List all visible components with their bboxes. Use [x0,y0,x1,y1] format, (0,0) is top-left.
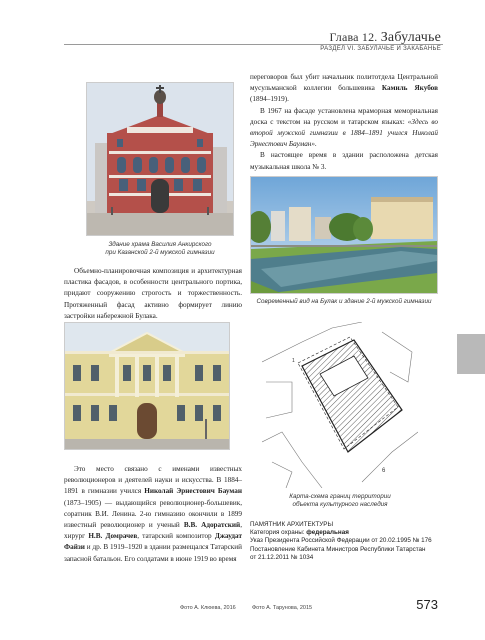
bulak-illustration [251,177,437,293]
monument-heading: ПАМЯТНИК АРХИТЕКТУРЫ [250,521,334,528]
gymnasium-photo [64,322,230,450]
text-fragment: В 1967 на фасаде установлена мраморная мемориальная доска с текстом на русском и татарском языках: [250,106,438,126]
photo-credit: Фото А. Клюева, 2016 [180,605,236,611]
person-name: Н.В. Домрачев [88,532,138,541]
bulak-photo [250,176,438,294]
church-caption-line: Здание храма Василия Анкирского [108,241,212,248]
map-caption [262,493,418,510]
monument-info [250,521,440,562]
text-fragment: Это место связано с именами известных революционеров и деятелей науки и искусства. В 1884–1891 в гимназии учился [64,465,242,496]
boundary-map [262,322,418,488]
church-illustration [87,83,233,235]
paragraph: Объемно-планировочная композиция и архитектурная пластика фасадов, в особенности центрального портика, придают сооружению строгость и торжественность. Протяженный фасад активно формирует линию застройки набережной Булака. [64,267,242,320]
decree-line: Постановление Кабинета Министров Республики Татарстан [250,545,426,553]
text-left-mid [64,266,242,322]
person-name: Джаудат Файзи [64,532,242,552]
chapter-prefix: Глава 12. [329,30,378,44]
church-caption-line: при Казанской 2-й мужской гимназии [105,249,215,257]
side-tab [457,334,485,374]
person-name: Николай Эрнестович Бауман [144,487,242,496]
text-fragment: и др. В 1919–1920 в здании размещался Татарский запасной батальон. Его солдатами в июне 1919 во время [64,543,242,563]
text-right-top [250,72,438,173]
decree-line: Указ Президента Российской Федерации от 20.02.1995 № 176 [250,537,432,545]
category-value: федеральная [306,529,349,537]
map-caption-line: объекта культурного наследия [292,501,388,509]
paragraph: В настоящее время в здании расположена детская музыкальная школа № 3. [250,151,438,171]
section-title: РАЗДЕЛ VI. ЗАБУЛАЧЬЕ И ЗАКАБАНЬЕ [320,46,441,52]
page-number: 573 [416,597,438,612]
bulak-caption: Современный вид на Булак и здание 2-й мужской гимназии [256,298,432,305]
decree-line: от 21.12.2011 № 1034 [250,553,314,561]
text-fragment: переговоров был убит начальник политотдела Центральной мусульманской коллегии большевика [250,73,438,93]
text-fragment: , татарский композитор [137,532,215,541]
chapter-name: Забулачье [380,30,441,45]
text-fragment: (1873–1905) — выдающийся революционер-большевик, соратник В.И. Ленина. 2-ю гимназию окончили в 1899 известный революционер и ученый [64,498,242,530]
person-name: В.В. Адоратский [183,521,241,530]
plaque-quote: «Здесь во второй мужской гимназии в 1884–1891 учился Николай Эрнестович Бауман». [250,117,438,149]
category-label: Категория охраны: [250,529,307,537]
text-fragment: , хирург [64,521,242,541]
church-caption [86,241,234,258]
text-fragment: (1894–1919). [250,95,289,104]
svg-text:1: 1 [292,358,295,364]
map-caption-line: Карта-схема границ территории [289,493,391,500]
church-photo [86,82,234,236]
header-rule [64,44,443,45]
photo-credit: Фото А. Тарунова, 2015 [252,605,313,611]
gymnasium-illustration [65,323,229,449]
person-name: Камиль Якубов [381,84,438,93]
map-illustration [262,322,418,488]
text-left-bottom [64,464,242,565]
svg-text:6: 6 [382,468,386,474]
